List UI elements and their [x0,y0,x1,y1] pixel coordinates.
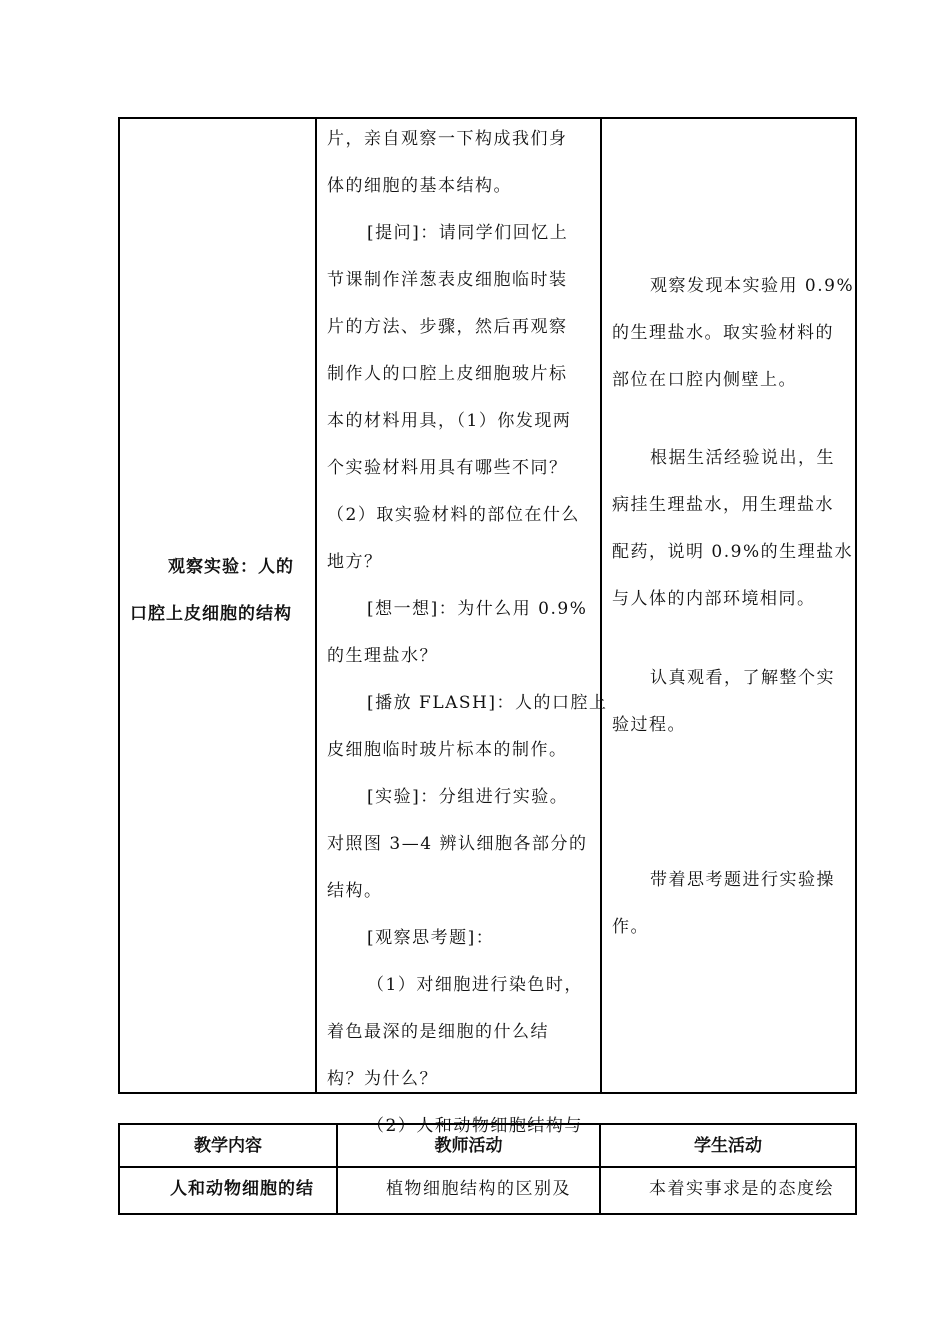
teacher-line: 结构。 [327,881,383,901]
teacher-line: 构？为什么？ [327,1069,438,1089]
student-paragraph [612,857,847,951]
teacher-line: （1）对细胞进行染色时， [367,975,583,995]
student-line: 观察发现本实验用 0.9% [650,276,855,296]
student-line: 带着思考题进行实验操 [650,870,835,890]
teaching-content-cell: 人和动物细胞的结 [170,1179,314,1199]
header-student-activity: 学生活动 [694,1136,762,1156]
teacher-line: 皮细胞临时玻片标本的制作。 [327,740,568,760]
student-line: 病挂生理盐水，用生理盐水 [612,495,834,515]
lesson-table-next [118,1123,857,1215]
teacher-activity-text [327,116,608,1150]
teacher-line: 片的方法、步骤，然后再观察 [327,317,568,337]
topic-text [130,544,307,638]
table-row [120,1168,855,1213]
table-header-row [120,1125,855,1168]
teaching-content-cell [120,119,317,1092]
teacher-line: 本的材料用具，（1）你发现两 [327,411,572,431]
teacher-line: 片，亲自观察一下构成我们身 [327,129,568,149]
header-teacher-activity: 教师活动 [434,1136,503,1156]
teacher-line: 的生理盐水？ [327,646,438,666]
student-line: 验过程。 [612,715,686,735]
student-paragraph [612,655,847,749]
student-line: 配药，说明 0.9%的生理盐水 [612,542,854,562]
student-activity-cell: 本着实事求是的态度绘 [649,1179,834,1199]
teacher-line: [提问]：请同学们回忆上 [367,223,569,243]
student-paragraph [612,435,854,623]
student-line: 作。 [612,917,649,937]
teacher-line: 节课制作洋葱表皮细胞临时装 [327,270,568,290]
header-teaching-content: 教学内容 [194,1136,262,1156]
teacher-line: 对照图 3—4 辨认细胞各部分的 [327,834,588,854]
topic-line: 观察实验：人的 [168,557,294,577]
teacher-line: [播放 FLASH]：人的口腔上 [367,693,608,713]
topic-line: 口腔上皮细胞的结构 [130,604,292,624]
lesson-table-continued [118,117,857,1136]
student-line: 部位在口腔内侧壁上。 [612,370,797,390]
teacher-line: [实验]：分组进行实验。 [367,787,569,807]
teacher-line: 着色最深的是细胞的什么结 [327,1022,549,1042]
teacher-activity-cell: 植物细胞结构的区别及 [386,1179,571,1199]
teacher-line: 制作人的口腔上皮细胞玻片标 [327,364,568,384]
teacher-line: 地方？ [327,552,383,572]
student-line: 的生理盐水。取实验材料的 [612,323,834,343]
teacher-line: [观察思考题]： [367,928,495,948]
teacher-line: （2）人和动物细胞结构与 [367,1116,583,1136]
teacher-line: [想一想]：为什么用 0.9% [367,599,588,619]
student-line: 认真观看，了解整个实 [650,668,835,688]
student-activity-cell [602,119,855,1092]
student-paragraph [612,263,855,404]
teacher-line: 体的细胞的基本结构。 [327,176,512,196]
student-line: 与人体的内部环境相同。 [612,589,816,609]
teacher-line: （2）取实验材料的部位在什么 [327,505,580,525]
teacher-activity-cell [317,119,608,1136]
student-line: 根据生活经验说出，生 [650,448,835,468]
teacher-line: 个实验材料用具有哪些不同？ [327,458,568,478]
